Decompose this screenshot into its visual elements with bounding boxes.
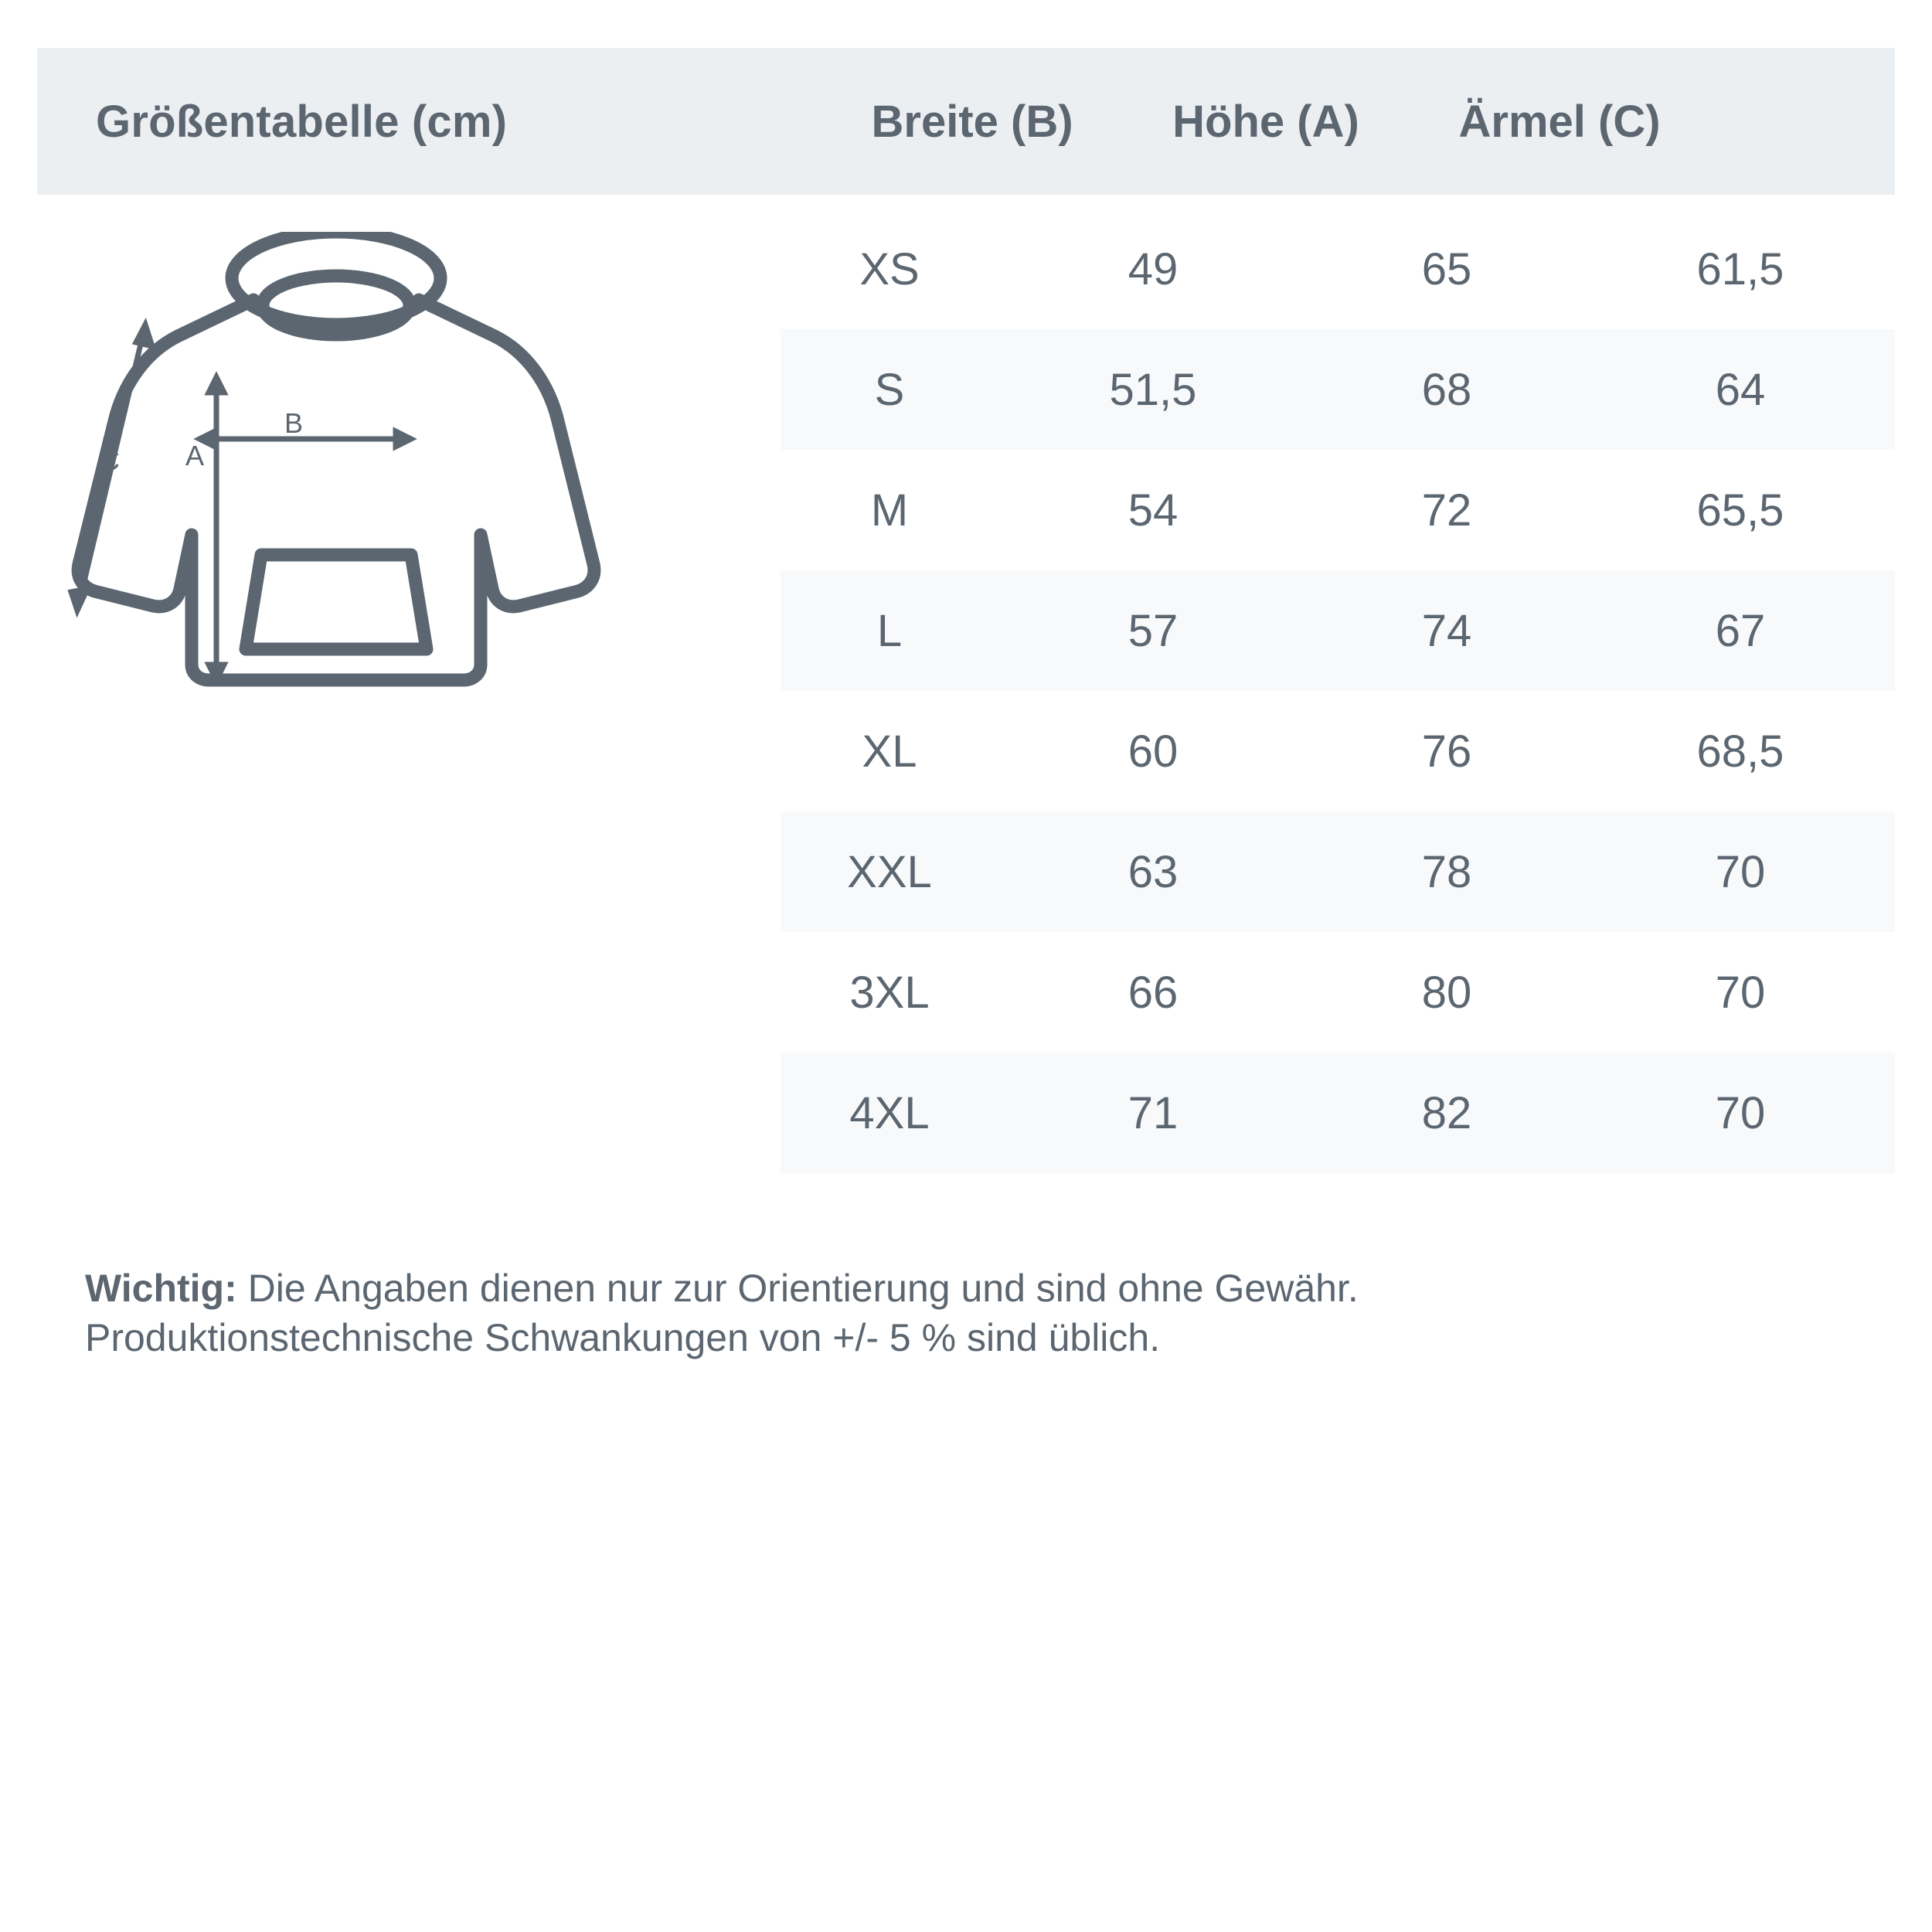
cell-sleeve: 70 bbox=[1715, 967, 1766, 1018]
cell-height: 76 bbox=[1421, 726, 1472, 777]
page-title: Größentabelle (cm) bbox=[96, 96, 508, 147]
disclaimer-label: Wichtig: bbox=[85, 1267, 237, 1310]
cell-width: 54 bbox=[1128, 485, 1179, 536]
cell-sleeve: 70 bbox=[1586, 1053, 1895, 1173]
cell-width: 66 bbox=[1128, 967, 1179, 1018]
table-row bbox=[781, 932, 1895, 1053]
table-header-band bbox=[37, 48, 1895, 195]
column-header-width: Breite (B) bbox=[871, 96, 1073, 147]
column-header-sleeve: Ärmel (C) bbox=[1458, 96, 1661, 147]
size-table-body bbox=[781, 209, 1895, 1173]
cell-width: 60 bbox=[1128, 726, 1179, 777]
cell-sleeve: 61,5 bbox=[1696, 243, 1784, 294]
cell-height: 82 bbox=[1308, 1053, 1586, 1173]
cell-sleeve: 65,5 bbox=[1696, 485, 1784, 536]
disclaimer-text-1: Die Angaben dienen nur zur Orientierung und sind ohne Gewähr. bbox=[236, 1267, 1359, 1310]
table-row bbox=[781, 1053, 1895, 1173]
cell-sleeve: 70 bbox=[1586, 811, 1895, 932]
cell-size: XS bbox=[859, 243, 920, 294]
cell-size: XL bbox=[862, 726, 917, 777]
hoodie-measurement-diagram bbox=[62, 232, 773, 850]
disclaimer-note bbox=[85, 1264, 1855, 1362]
disclaimer-line-1 bbox=[85, 1264, 1855, 1313]
table-row bbox=[781, 450, 1895, 570]
cell-sleeve: 68,5 bbox=[1696, 726, 1784, 777]
cell-size: S bbox=[781, 329, 998, 450]
table-row bbox=[781, 811, 1895, 932]
cell-height: 65 bbox=[1421, 243, 1472, 294]
cell-sleeve: 64 bbox=[1586, 329, 1895, 450]
dimension-label-a: A bbox=[185, 440, 205, 471]
table-row bbox=[781, 329, 1895, 450]
cell-height: 72 bbox=[1421, 485, 1472, 536]
table-row bbox=[781, 570, 1895, 691]
cell-height: 68 bbox=[1308, 329, 1586, 450]
cell-size: L bbox=[781, 570, 998, 691]
cell-height: 78 bbox=[1308, 811, 1586, 932]
cell-height: 74 bbox=[1308, 570, 1586, 691]
size-table bbox=[781, 209, 1895, 1173]
column-header-height: Höhe (A) bbox=[1172, 96, 1359, 147]
table-row bbox=[781, 209, 1895, 329]
cell-width: 57 bbox=[998, 570, 1308, 691]
cell-width: 71 bbox=[998, 1053, 1308, 1173]
cell-size: 3XL bbox=[849, 967, 930, 1018]
dimension-label-b: B bbox=[284, 407, 304, 439]
cell-size: M bbox=[870, 485, 909, 536]
cell-sleeve: 67 bbox=[1586, 570, 1895, 691]
cell-height: 80 bbox=[1421, 967, 1472, 1018]
disclaimer-text-2: Produktionstechnische Schwankungen von +/- 5 % sind üblich. bbox=[85, 1316, 1161, 1359]
column-headers bbox=[818, 48, 1895, 195]
table-row bbox=[781, 691, 1895, 811]
cell-width: 49 bbox=[1128, 243, 1179, 294]
cell-size: XXL bbox=[781, 811, 998, 932]
cell-width: 63 bbox=[998, 811, 1308, 932]
cell-width: 51,5 bbox=[998, 329, 1308, 450]
cell-size: 4XL bbox=[781, 1053, 998, 1173]
dimension-label-c: C bbox=[100, 444, 120, 476]
